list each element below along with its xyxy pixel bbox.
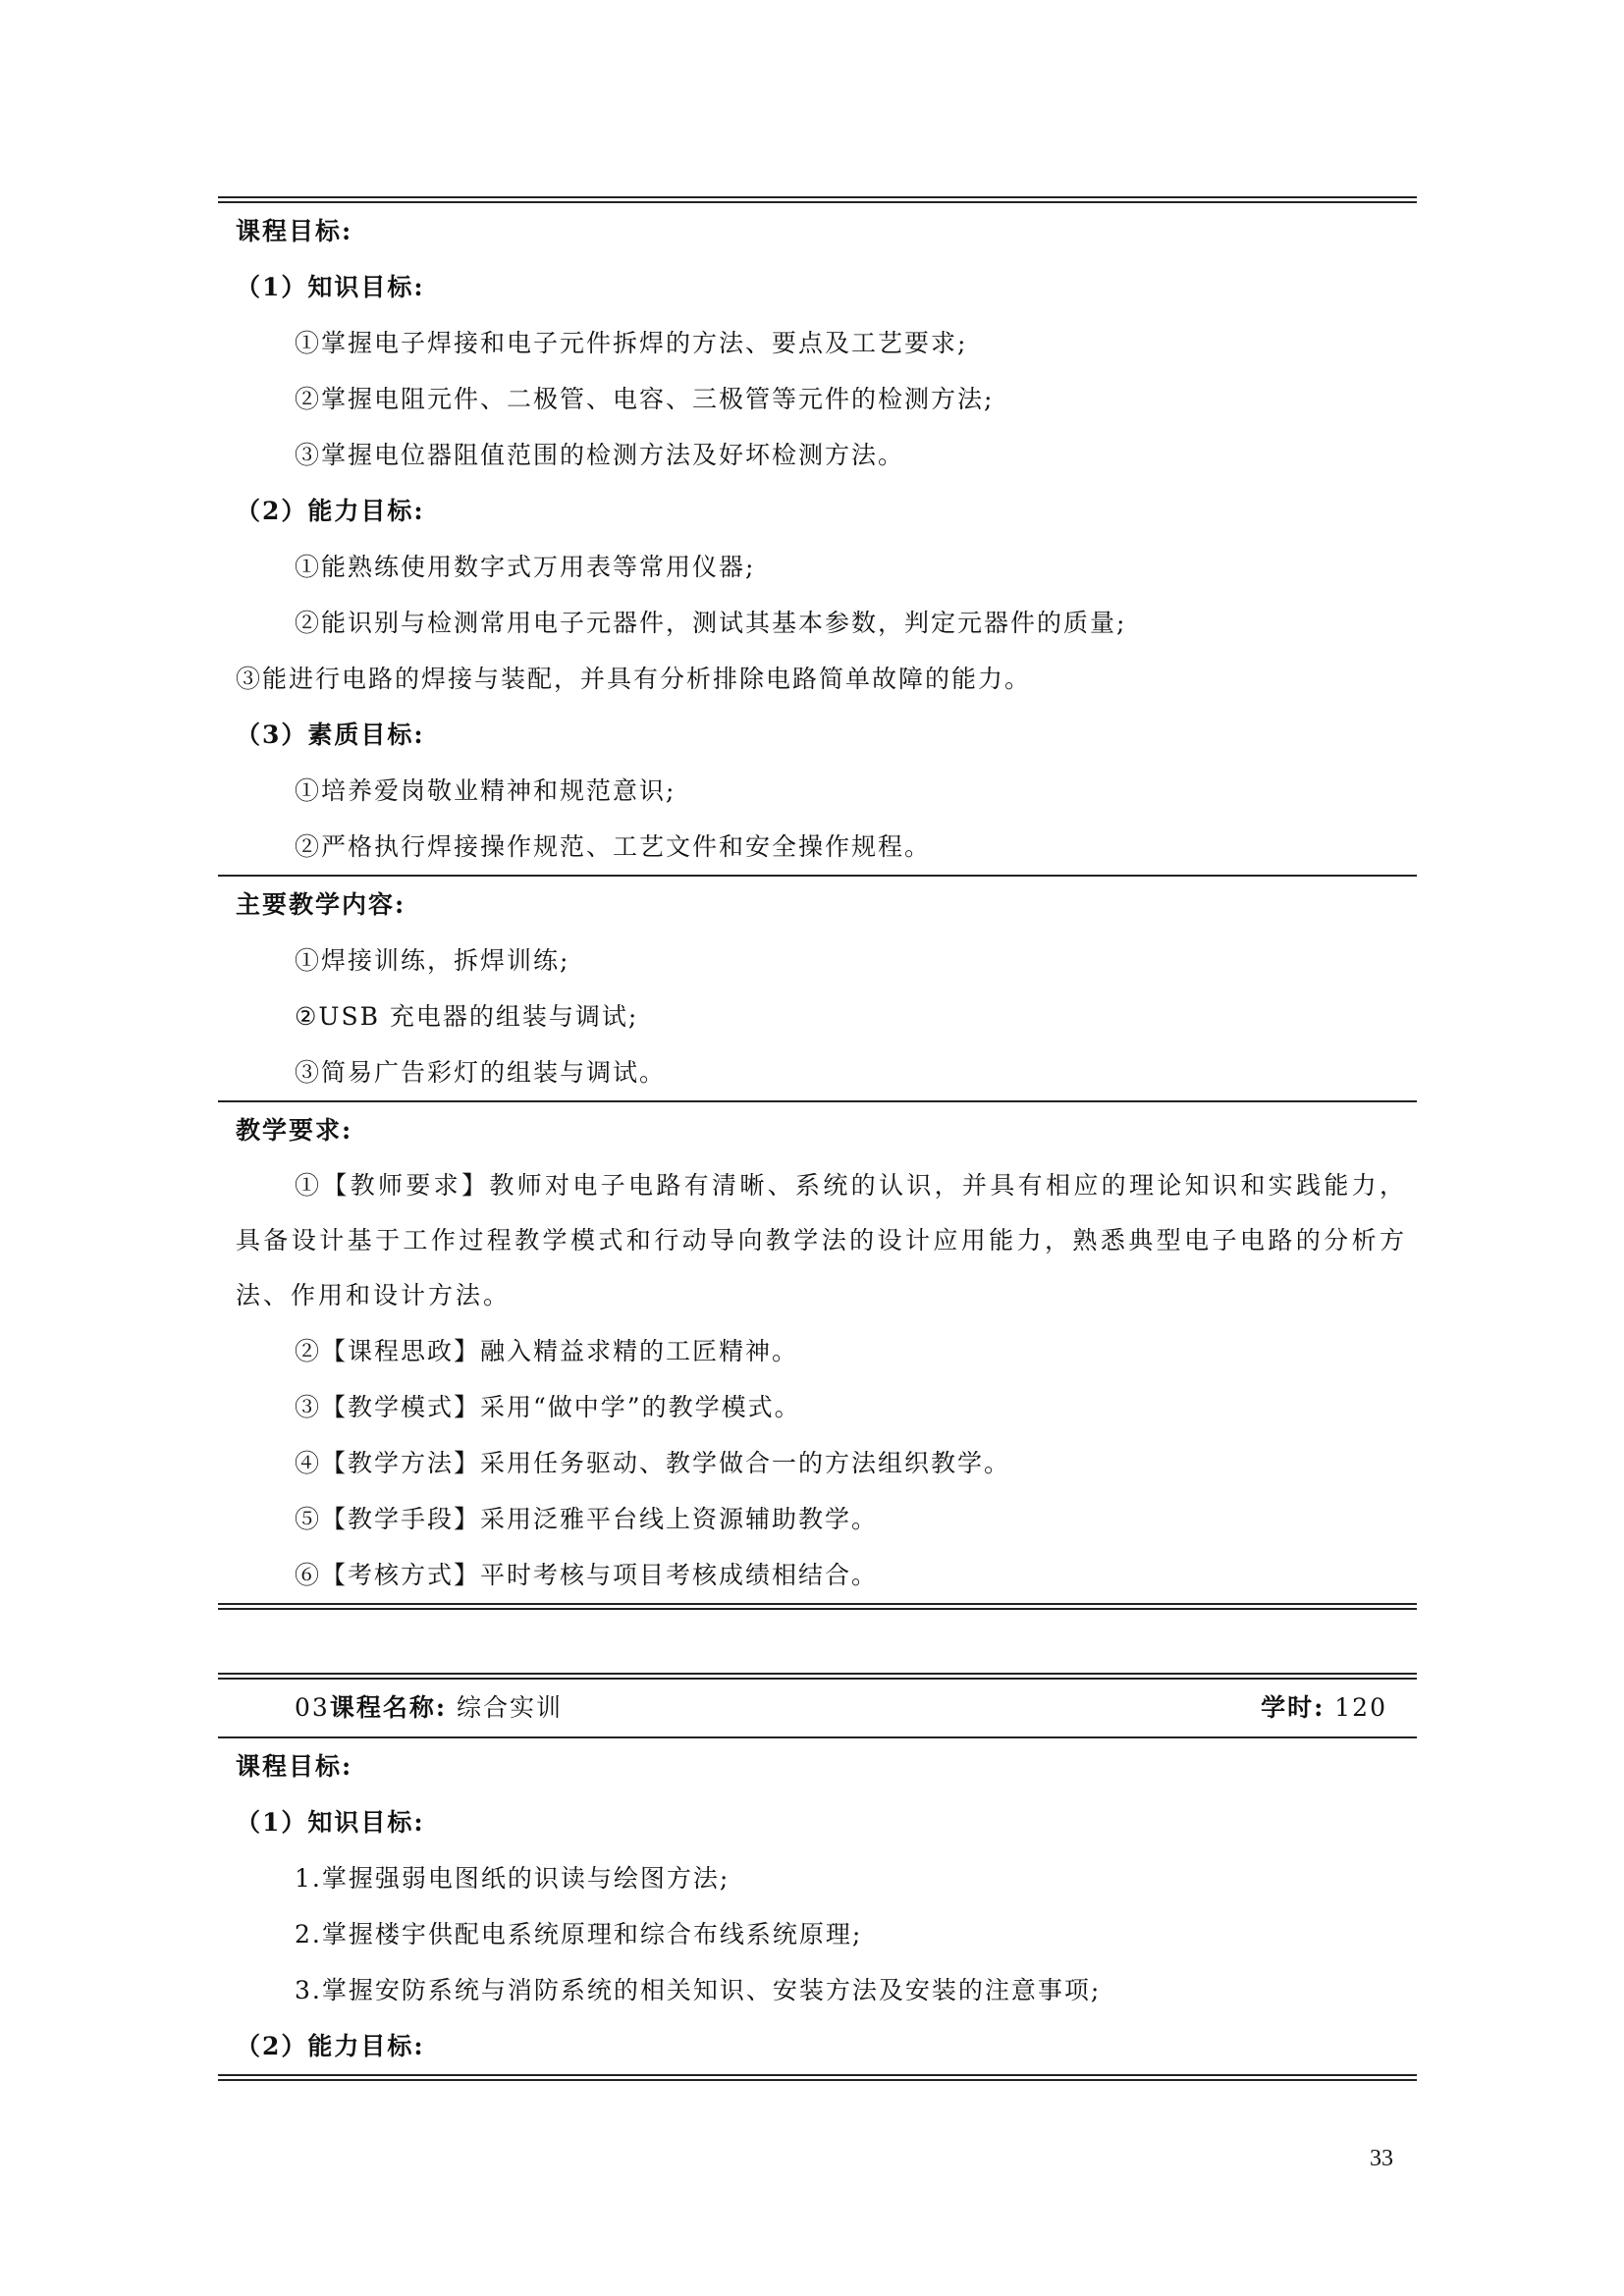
- list-item: ①焊接训练，拆焊训练;: [295, 946, 570, 975]
- list-item: 3.掌握安防系统与消防系统的相关知识、安装方法及安装的注意事项;: [295, 1976, 1102, 2004]
- teaching-content-heading: 主要教学内容:: [236, 890, 406, 919]
- list-item: ①培养爱岗敬业精神和规范意识;: [295, 776, 677, 805]
- course-title: 03课程名称: 综合实训: [295, 1693, 564, 1722]
- knowledge-goals-heading: （1）知识目标:: [236, 1808, 425, 1837]
- list-item: ③掌握电位器阻值范围的检测方法及好坏检测方法。: [295, 441, 905, 469]
- course-hours: 学时: 120: [1261, 1693, 1387, 1722]
- course-header: [218, 1680, 1417, 1736]
- list-item: ②掌握电阻元件、二极管、电容、三极管等元件的检测方法;: [295, 385, 995, 413]
- list-item: ⑤【教学手段】采用泛雅平台线上资源辅助教学。: [295, 1505, 879, 1533]
- table-top-rule: [218, 196, 1417, 203]
- quality-goals-heading: （3）素质目标:: [236, 721, 425, 749]
- list-item: ⑥【考核方式】平时考核与项目考核成绩相结合。: [295, 1561, 879, 1589]
- page-content: [218, 196, 1417, 2081]
- page-number: 33: [1370, 2146, 1393, 2171]
- teacher-requirement-paragraph: ①【教师要求】教师对电子电路有清晰、系统的认识，并具有相应的理论知识和实践能力，具备设计基于工作过程教学模式和行动导向教学法的设计应用能力，熟悉典型电子电路的分析方法、作用和设计方法。: [236, 1171, 1407, 1309]
- list-item: ①能熟练使用数字式万用表等常用仪器;: [295, 553, 756, 581]
- list-item: ③简易广告彩灯的组装与调试。: [295, 1058, 667, 1087]
- list-item: 1.掌握强弱电图纸的识读与绘图方法;: [295, 1864, 731, 1893]
- table-bottom-rule: [218, 1603, 1417, 1610]
- ability-goals-heading: （2）能力目标:: [236, 2032, 425, 2060]
- ability-goals-heading: （2）能力目标:: [236, 497, 425, 525]
- list-item: 2.掌握楼宇供配电系统原理和综合布线系统原理;: [295, 1920, 863, 1949]
- list-item: ②【课程思政】融入精益求精的工匠精神。: [295, 1337, 799, 1365]
- list-item: ②严格执行焊接操作规范、工艺文件和安全操作规程。: [295, 832, 932, 861]
- knowledge-goals-heading: （1）知识目标:: [236, 273, 425, 301]
- list-item: ①掌握电子焊接和电子元件拆焊的方法、要点及工艺要求;: [295, 329, 968, 357]
- table-top-rule: [218, 1673, 1417, 1680]
- list-item: ②USB 充电器的组装与调试;: [295, 1002, 639, 1031]
- list-item: ④【教学方法】采用任务驱动、教学做合一的方法组织教学。: [295, 1449, 1011, 1477]
- course-goals-heading: 课程目标:: [236, 217, 353, 245]
- course-goals-heading: 课程目标:: [236, 1752, 353, 1781]
- section-gap: [218, 1610, 1417, 1673]
- teaching-requirements-heading: 教学要求:: [236, 1116, 353, 1145]
- list-item: ③能进行电路的焊接与装配，并具有分析排除电路简单故障的能力。: [236, 665, 1032, 693]
- list-item: ③【教学模式】采用“做中学”的教学模式。: [295, 1393, 801, 1421]
- table-bottom-rule: [218, 2074, 1417, 2081]
- list-item: ②能识别与检测常用电子元器件，测试其基本参数，判定元器件的质量;: [295, 609, 1127, 637]
